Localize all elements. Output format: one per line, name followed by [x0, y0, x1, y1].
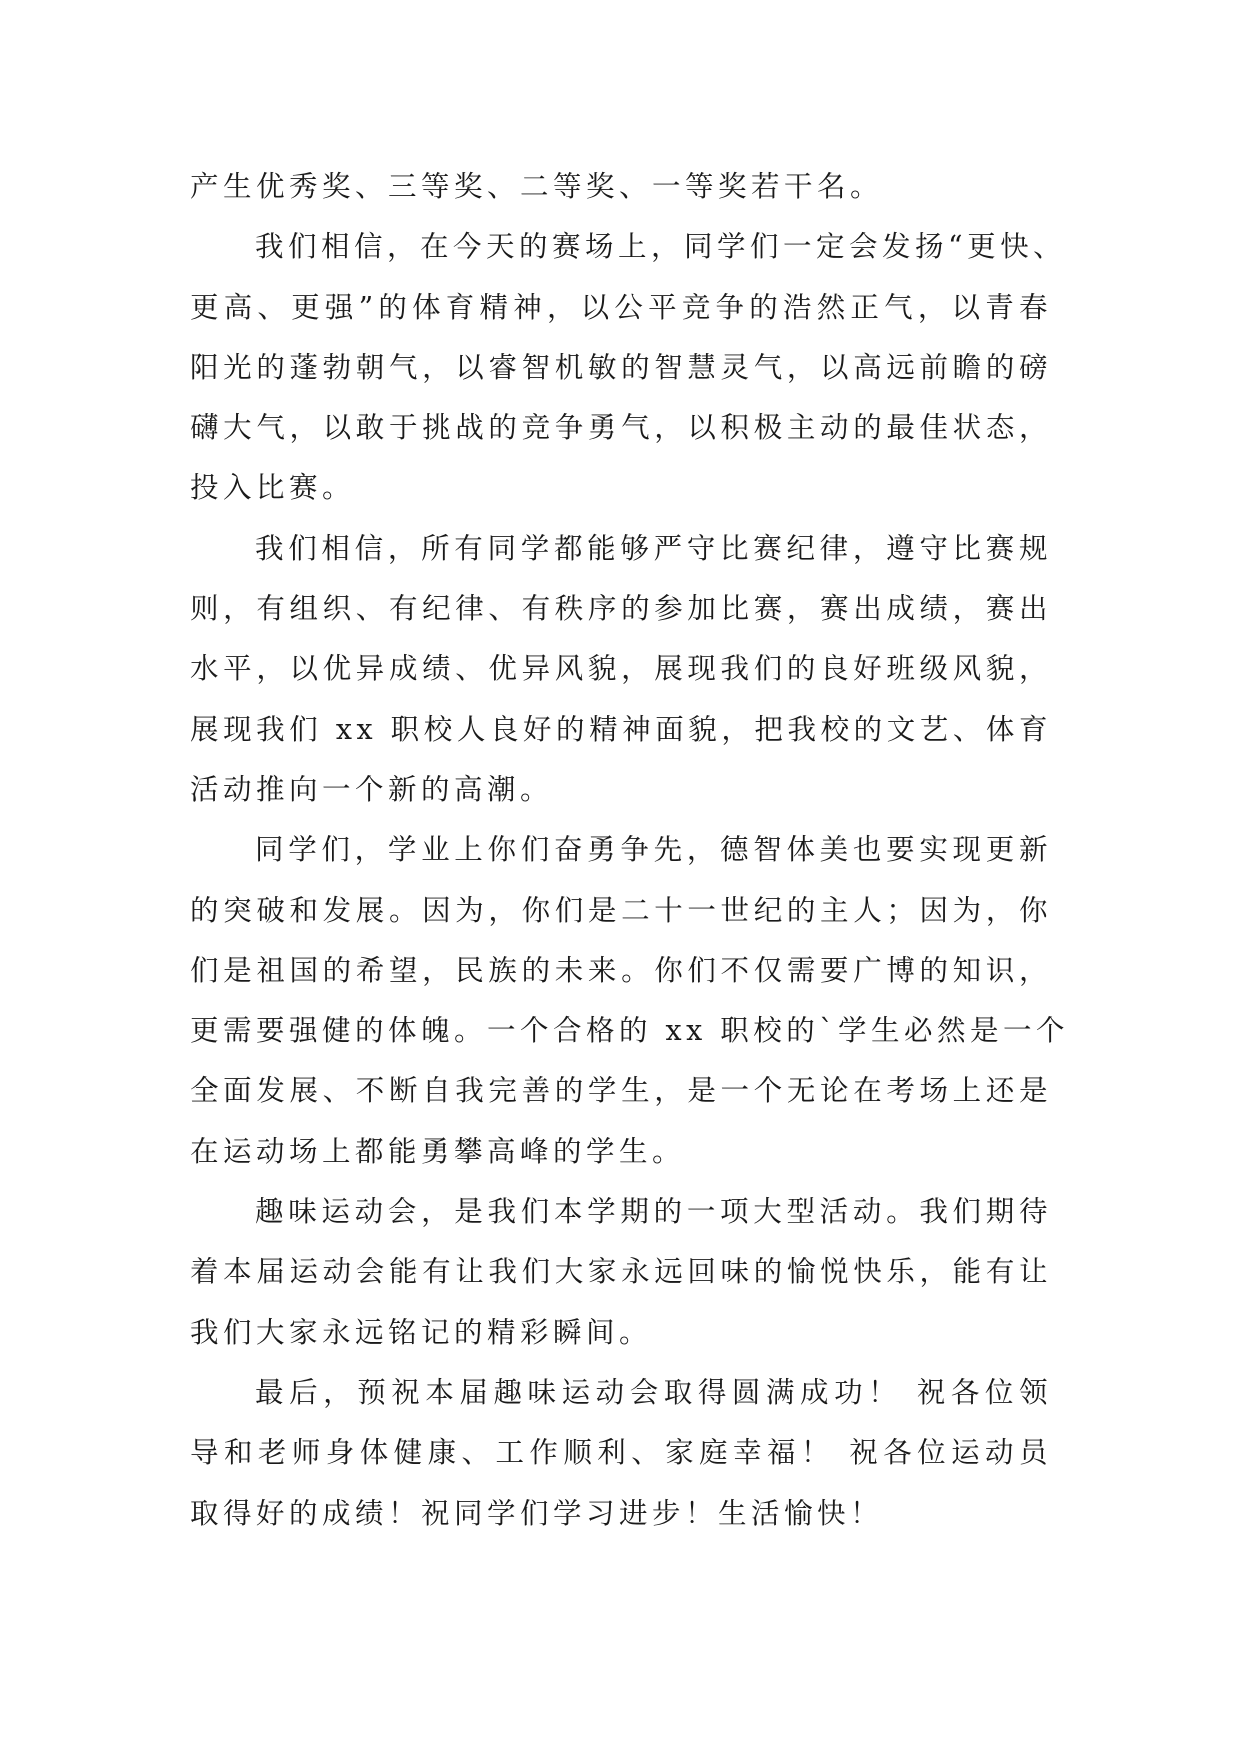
paragraph: [190, 519, 1052, 820]
document-body: [190, 157, 1070, 1544]
text-line: 水平，以优异成绩、优异风貌，展现我们的良好班级风貌，: [190, 652, 1052, 686]
text-line: 礴大气，以敢于挑战的竞争勇气，以积极主动的最佳状态，: [190, 411, 1052, 445]
text-line: 同学们，学业上你们奋勇争先，德智体美也要实现更新: [255, 833, 1052, 867]
text-line: 趣味运动会，是我们本学期的一项大型活动。我们期待: [255, 1195, 1052, 1229]
paragraph: [190, 157, 1052, 217]
text-line: 阳光的蓬勃朝气，以睿智机敏的智慧灵气，以高远前瞻的磅: [190, 350, 1052, 384]
text-line: 全面发展、不断自我完善的学生，是一个无论在考场上还是: [190, 1074, 1052, 1108]
text-line: 我们相信，所有同学都能够严守比赛纪律，遵守比赛规: [255, 531, 1052, 565]
text-line: 着本届运动会能有让我们大家永远回味的愉悦快乐，能有让: [190, 1255, 1052, 1289]
paragraph: [190, 1182, 1052, 1363]
text-line: 则，有组织、有纪律、有秩序的参加比赛，赛出成绩，赛出: [190, 592, 1052, 626]
text-line: 导和老师身体健康、工作顺利、家庭幸福！ 祝各位运动员: [190, 1436, 1052, 1470]
text-line: 产生优秀奖、三等奖、二等奖、一等奖若干名。: [190, 170, 884, 203]
text-line: 更需要强健的体魄。一个合格的 xx 职校的`学生必然是一个: [190, 1014, 1070, 1048]
text-line: 最后，预祝本届趣味运动会取得圆满成功！ 祝各位领: [255, 1375, 1052, 1409]
text-line: 们是祖国的希望，民族的未来。你们不仅需要广博的知识，: [190, 953, 1052, 987]
text-line: 活动推向一个新的高潮。: [190, 772, 554, 806]
text-line: 取得好的成绩！祝同学们学习进步！生活愉快！: [190, 1496, 884, 1530]
text-line: 的突破和发展。因为，你们是二十一世纪的主人；因为，你: [190, 893, 1052, 927]
text-line: 我们相信，在今天的赛场上，同学们一定会发扬“更快、: [255, 230, 1067, 264]
text-line: 展现我们 xx 职校人良好的精神面貌，把我校的文艺、体育: [190, 712, 1052, 746]
paragraph: [190, 1363, 1052, 1544]
text-line: 在运动场上都能勇攀高峰的学生。: [190, 1134, 686, 1168]
paragraph: [190, 217, 1067, 518]
text-line: 投入比赛。: [190, 471, 356, 505]
text-line: 更高、更强”的体育精神，以公平竞争的浩然正气，以青春: [190, 290, 1052, 324]
paragraph: [190, 820, 1070, 1182]
text-line: 我们大家永远铭记的精彩瞬间。: [190, 1315, 653, 1349]
